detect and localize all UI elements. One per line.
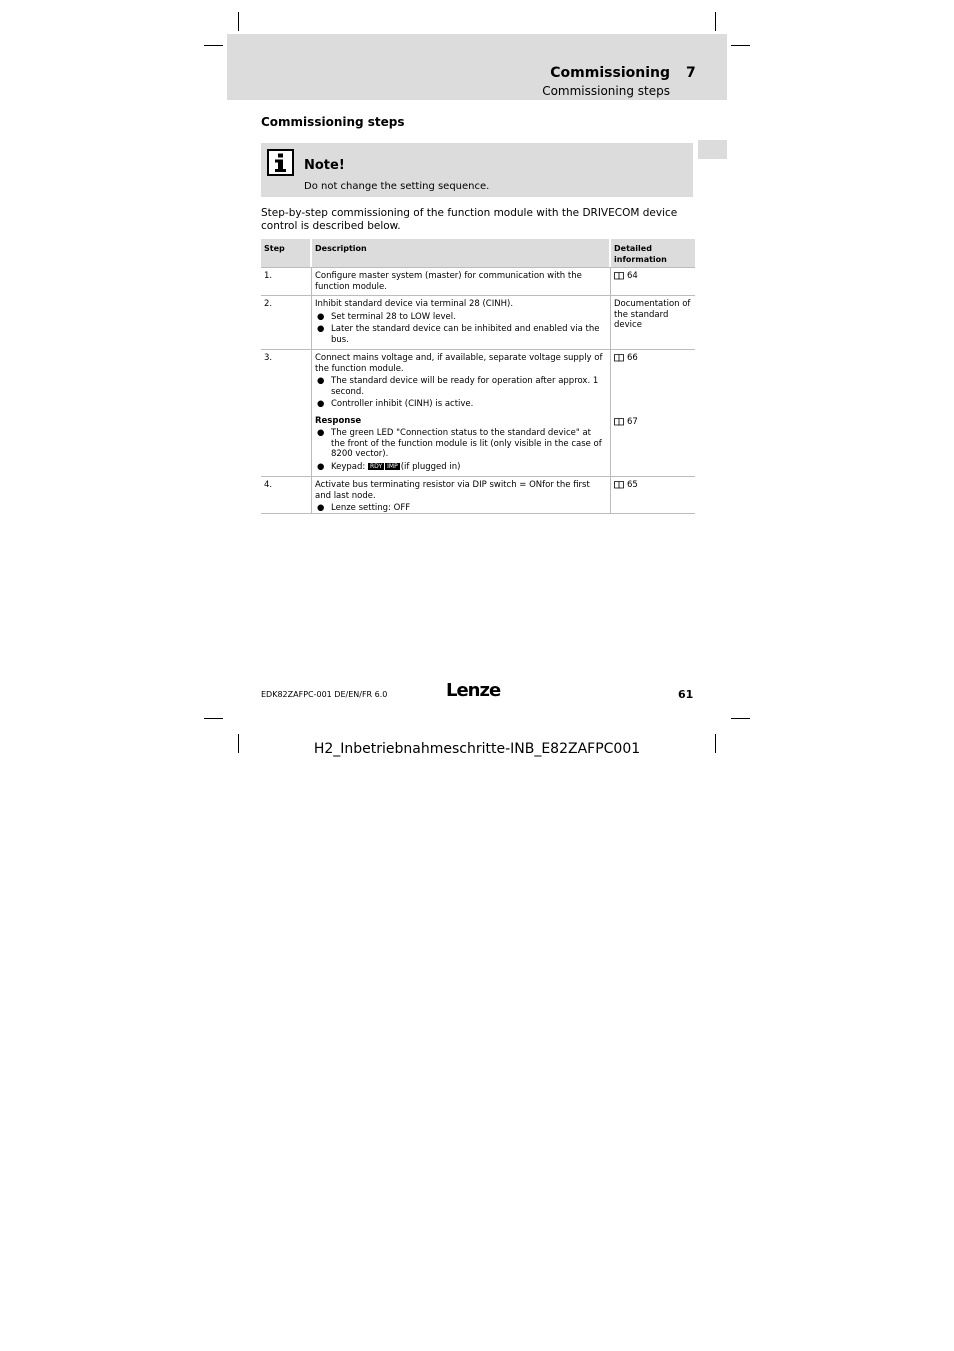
section-title: Commissioning steps (261, 115, 405, 129)
list-item: ● Controller inhibit (CINH) is active. (315, 399, 607, 410)
reference-cell (611, 268, 695, 295)
crop-mark (731, 718, 750, 719)
bullet-text: Set terminal 28 to LOW level. (331, 311, 456, 322)
reference-page: 65 (627, 480, 638, 490)
header-step: Step (261, 239, 312, 267)
table-row (261, 477, 695, 514)
note-text: Do not change the setting sequence. (304, 181, 490, 192)
step-description: Activate bus terminating resistor via DIP switch = ONfor the first and last node. (315, 480, 590, 501)
bullet-text (331, 462, 607, 473)
led-imp: IMP (387, 462, 398, 470)
crop-mark (204, 45, 223, 46)
table-row (261, 350, 695, 477)
bullet-text: The standard device will be ready for operation after approx. 1 second. (331, 376, 599, 397)
intro-text: Step-by-step commissioning of the function module with the DRIVECOM device control is described below. (261, 207, 678, 232)
crop-mark (715, 12, 716, 31)
list-item: ● Later the standard device can be inhibited and enabled via the bus. (315, 324, 607, 345)
reference-page: 64 (627, 271, 638, 281)
page-reference[interactable] (614, 480, 692, 491)
step-number: 2. (261, 296, 312, 349)
step-number: 3. (261, 350, 312, 476)
keypad-label: Keypad: (331, 461, 366, 472)
footer-doc-id: EDK82ZAFPC-001 DE/EN/FR 6.0 (261, 690, 388, 699)
reference-page: 66 (627, 353, 638, 363)
chapter-number: 7 (686, 65, 696, 81)
note-box (261, 143, 693, 197)
book-icon (614, 481, 624, 489)
book-icon (614, 418, 624, 426)
list-item: ● Lenze setting: OFF (315, 503, 607, 514)
page-number: 61 (678, 688, 694, 701)
side-tab (698, 140, 727, 159)
reference-cell (611, 350, 695, 476)
crop-mark (238, 12, 239, 31)
step-description: Configure master system (master) for communication with the function module. (312, 268, 611, 295)
note-title: Note! (304, 158, 345, 173)
list-item: ● The standard device will be ready for operation after approx. 1 second. (315, 376, 607, 397)
document-identifier: H2_Inbetriebnahmeschritte-INB_E82ZAFPC001 (313, 741, 641, 757)
keypad-suffix: (if plugged in) (400, 461, 461, 472)
crop-mark (204, 718, 223, 719)
info-icon (267, 149, 294, 176)
list-item: ● Keypad: RDY IMP (if plugged in) (315, 462, 607, 473)
book-icon (614, 354, 624, 362)
table-header-row (261, 239, 695, 268)
steps-table (261, 239, 695, 514)
step-description-cell (312, 296, 611, 349)
bullet-text: Later the standard device can be inhibited and enabled via the bus. (331, 324, 600, 345)
reference-cell (611, 477, 695, 513)
table-row (261, 268, 695, 296)
page-reference[interactable] (614, 417, 692, 428)
bullet-text: Lenze setting: OFF (331, 503, 411, 513)
page-reference[interactable] (614, 271, 692, 282)
header-detailed-information: Detailed information (614, 244, 667, 264)
step-description-cell (312, 477, 611, 513)
step-number: 4. (261, 477, 312, 513)
step-number: 1. (261, 268, 312, 295)
header-description: Description (312, 239, 611, 267)
bullet-text: Controller inhibit (CINH) is active. (331, 399, 474, 409)
page-reference[interactable] (614, 353, 692, 364)
response-heading: Response (315, 415, 362, 426)
chapter-subtitle: Commissioning steps (542, 84, 670, 98)
list-item: ● Set terminal 28 to LOW level. (315, 312, 607, 323)
step-description: Connect mains voltage and, if available, separate voltage supply of the function module. (315, 353, 603, 374)
lenze-logo: Lenze (446, 680, 501, 701)
reference-page: 67 (627, 416, 638, 427)
reference-text: Documentation of the standard device (614, 299, 691, 330)
bullet-text: The green LED "Connection status to the standard device" at the front of the function module is lit (only visible in the case of 8200 vector). (331, 428, 602, 459)
book-icon (614, 272, 624, 280)
list-item: ● The green LED "Connection status to the standard device" at the front of the function module is lit (only visible in the case of 8200 vector). (315, 428, 607, 460)
chapter-title: Commissioning (550, 65, 670, 81)
crop-mark (731, 45, 750, 46)
step-description: Inhibit standard device via terminal 28 (CINH). (315, 299, 514, 309)
led-rdy: RDY (369, 462, 383, 470)
table-row (261, 296, 695, 350)
step-description-cell (312, 350, 611, 476)
